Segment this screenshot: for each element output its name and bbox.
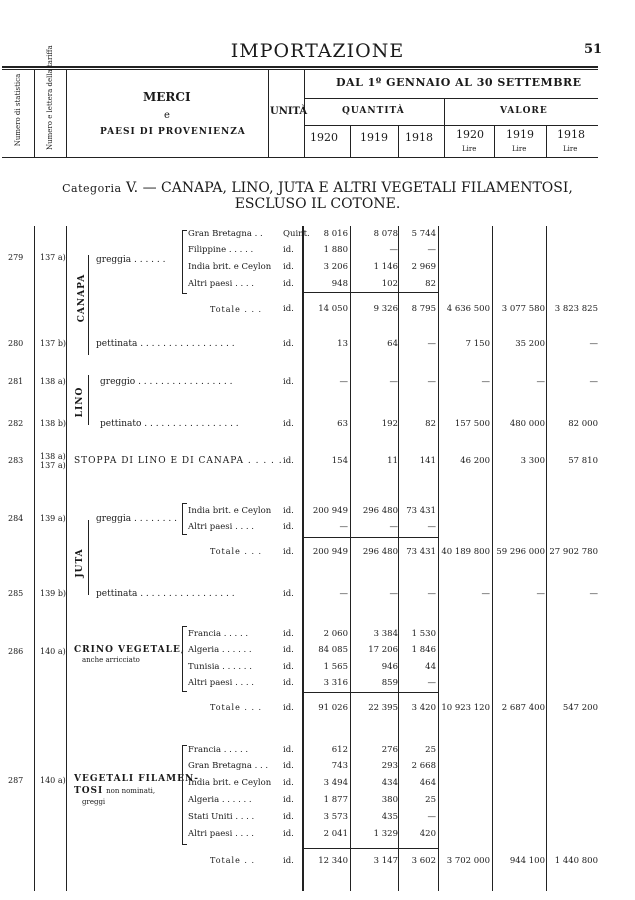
q-1918: 3 420 (411, 703, 436, 713)
q-1919: 380 (381, 795, 398, 805)
brace (182, 230, 187, 294)
year-header: 1920 (456, 128, 484, 141)
source-country: Altri paesi . . . . (188, 678, 254, 688)
paesi-header: PAESI DI PROVENIENZA (100, 127, 246, 137)
rule-line (350, 226, 351, 891)
v-1918: — (589, 589, 598, 599)
lire-label: Lire (512, 145, 527, 153)
v-1919: 59 296 000 (496, 547, 545, 557)
q-1919: 192 (381, 419, 398, 429)
category-title-line1: Categoria V. — CANAPA, LINO, JUTA E ALTRI VEGETALI FILAMENTOSI, (62, 180, 573, 196)
item-label: greggia . . . . . . (96, 255, 166, 265)
q-1919: 434 (381, 778, 398, 788)
v-1918: 3 823 825 (554, 304, 598, 314)
unit: id. (283, 812, 294, 822)
item-label: STOPPA DI LINO E DI CANAPA . . . . . (74, 456, 283, 466)
group-label-canapa: CANAPA (77, 273, 87, 323)
source-country: India brit. e Ceylon (188, 506, 272, 516)
stat-number: 286 (8, 647, 24, 656)
rule-line (34, 69, 35, 157)
rule-line (304, 125, 598, 126)
q-1920: 948 (331, 279, 348, 289)
v-1918: 82 000 (568, 419, 598, 429)
q-1918: — (427, 339, 436, 349)
unit: id. (283, 629, 294, 639)
group-label-lino: LINO (75, 386, 85, 418)
q-1920: 84 085 (318, 645, 348, 655)
unit: id. (283, 856, 294, 866)
q-1918: 25 (425, 745, 436, 755)
group-brace (88, 375, 89, 425)
q-1920: 13 (337, 339, 348, 349)
v-1920: — (481, 377, 490, 387)
q-1920: 3 494 (323, 778, 348, 788)
col-stat-header: Numero di statistica (14, 73, 22, 147)
v-1919: 3 077 580 (501, 304, 545, 314)
q-1920: 14 050 (318, 304, 348, 314)
source-country: Francia . . . . . (188, 629, 249, 639)
q-1920: 12 340 (318, 856, 348, 866)
q-1920: — (339, 522, 348, 532)
v-1920: — (481, 589, 490, 599)
unit: id. (283, 262, 294, 272)
item-sublabel: greggi (82, 798, 106, 806)
v-1920: 3 702 000 (446, 856, 490, 866)
v-1920: 4 636 500 (446, 304, 490, 314)
v-1920: 40 189 800 (441, 547, 490, 557)
v-1920: 10 923 120 (441, 703, 490, 713)
rule-line (302, 292, 438, 293)
v-1918: 1 440 800 (554, 856, 598, 866)
rule-line (2, 66, 598, 68)
v-1919: 480 000 (509, 419, 545, 429)
unit: id. (283, 377, 294, 387)
unit: id. (283, 778, 294, 788)
v-1919: 944 100 (509, 856, 545, 866)
q-1918: 73 431 (406, 506, 436, 516)
q-1919: 17 206 (368, 645, 398, 655)
rule-line (546, 125, 547, 157)
lire-label: Lire (563, 145, 578, 153)
rule-line (438, 226, 439, 891)
v-1919: 35 200 (515, 339, 545, 349)
brace (182, 503, 187, 535)
q-1919: 64 (387, 339, 398, 349)
q-1920: 1 880 (323, 245, 348, 255)
q-1918: 464 (419, 778, 436, 788)
rule-line (34, 226, 35, 891)
q-1920: 8 016 (323, 229, 348, 239)
stat-number: 279 (8, 253, 24, 262)
unit: id. (283, 745, 294, 755)
q-1919: 859 (381, 678, 398, 688)
unit: id. (283, 678, 294, 688)
unit: id. (283, 279, 294, 289)
item-label: pettinato . . . . . . . . . . . . . . . . . (100, 419, 239, 429)
q-1920: 1 877 (323, 795, 348, 805)
q-1920: 63 (337, 419, 348, 429)
q-1918: 5 744 (411, 229, 436, 239)
q-1918: 141 (419, 456, 436, 466)
v-1920: 46 200 (460, 456, 490, 466)
v-1918: 547 200 (562, 703, 598, 713)
q-1919: 276 (381, 745, 398, 755)
source-country: Gran Bretagna . . (188, 229, 263, 239)
v-1919: 2 687 400 (501, 703, 545, 713)
tariff-number: 140 a) (40, 647, 66, 656)
q-1919: 11 (387, 456, 398, 466)
q-1919: — (389, 589, 398, 599)
q-1920: 3 206 (323, 262, 348, 272)
q-1918: 3 602 (411, 856, 436, 866)
stat-number: 283 (8, 456, 24, 465)
q-1920: 91 026 (318, 703, 348, 713)
valore-header: VALORE (500, 106, 548, 116)
source-country: Stati Uniti . . . . (188, 812, 255, 822)
rule-line (302, 692, 438, 693)
q-1919: — (389, 377, 398, 387)
q-1920: 2 041 (323, 829, 348, 839)
tariff-number: 139 b) (40, 589, 67, 598)
total-label: Totale . . . (210, 547, 263, 556)
rule-line (302, 537, 438, 538)
unit: id. (283, 419, 294, 429)
q-1919: 293 (381, 761, 398, 771)
tariff-number: 137 a) (40, 461, 66, 470)
unit: id. (283, 645, 294, 655)
year-header: 1918 (557, 128, 585, 141)
q-1918: — (427, 678, 436, 688)
unit: id. (283, 795, 294, 805)
q-1919: 22 395 (368, 703, 398, 713)
v-1918: — (589, 377, 598, 387)
q-1919: 296 480 (362, 547, 398, 557)
unit: id. (283, 703, 294, 713)
q-1918: 73 431 (406, 547, 436, 557)
source-country: Altri paesi . . . . (188, 279, 254, 289)
q-1919: — (389, 522, 398, 532)
total-label: Totale . . . (210, 703, 263, 712)
source-country: Gran Bretagna . . . (188, 761, 269, 771)
v-1920: 7 150 (465, 339, 490, 349)
v-1919: — (536, 377, 545, 387)
q-1919: 946 (381, 662, 398, 672)
q-1920: 154 (331, 456, 348, 466)
q-1918: — (427, 522, 436, 532)
total-label: Totale . . . (210, 305, 263, 314)
source-country: Algeria . . . . . . (188, 795, 252, 805)
q-1919: 435 (381, 812, 398, 822)
group-label-juta: JUTA (75, 548, 85, 578)
year-header: 1919 (360, 131, 388, 144)
q-1918: — (427, 589, 436, 599)
q-1918: 2 668 (411, 761, 436, 771)
v-1919: — (536, 589, 545, 599)
q-1919: 3 147 (373, 856, 398, 866)
tariff-number: 138 b) (40, 419, 67, 428)
q-1918: 2 969 (411, 262, 436, 272)
q-1920: 743 (331, 761, 348, 771)
stat-number: 285 (8, 589, 24, 598)
q-1920: 2 060 (323, 629, 348, 639)
source-country: Francia . . . . . (188, 745, 249, 755)
source-country: India brit. e Ceylon (188, 778, 272, 788)
category-title-line2: ESCLUSO IL COTONE. (234, 196, 401, 212)
q-1918: 82 (425, 279, 436, 289)
q-1920: 200 949 (312, 506, 348, 516)
tariff-number: 137 b) (40, 339, 67, 348)
page-title: IMPORTAZIONE (230, 40, 405, 62)
stat-number: 287 (8, 776, 24, 785)
q-1918: 82 (425, 419, 436, 429)
item-sublabel: anche arricciato (82, 656, 140, 664)
source-country: Tunisia . . . . . . (188, 662, 252, 672)
q-1918: — (427, 812, 436, 822)
source-country: Altri paesi . . . . (188, 522, 254, 532)
q-1920: 200 949 (312, 547, 348, 557)
item-label: pettinata . . . . . . . . . . . . . . . . . (96, 339, 235, 349)
quantita-header: QUANTITÀ (342, 106, 405, 116)
unit: id. (283, 547, 294, 557)
q-1920: — (339, 589, 348, 599)
total-label: Totale . . (210, 856, 255, 865)
q-1919: 102 (381, 279, 398, 289)
q-1918: 420 (419, 829, 436, 839)
rule-line (268, 69, 269, 157)
q-1918: — (427, 245, 436, 255)
unit: id. (283, 662, 294, 672)
source-country: Algeria . . . . . . (188, 645, 252, 655)
q-1918: 1 846 (411, 645, 436, 655)
lire-label: Lire (462, 145, 477, 153)
period-header: DAL 1º GENNAIO AL 30 SETTEMBRE (336, 76, 582, 89)
q-1918: 44 (425, 662, 436, 672)
v-1918: — (589, 339, 598, 349)
rule-line (2, 157, 598, 158)
q-1918: — (427, 377, 436, 387)
item-label-cont: TOSI non nominati, (74, 786, 156, 796)
unit: id. (283, 829, 294, 839)
group-brace (88, 255, 89, 355)
q-1919: 1 329 (373, 829, 398, 839)
item-label: greggia . . . . . . . . (96, 514, 177, 524)
q-1919: 1 146 (373, 262, 398, 272)
unit: Quint. (283, 229, 310, 239)
rule-line (2, 69, 598, 70)
col-tariff-header: Numero e lettera della tariffa (46, 45, 54, 150)
rule-line (398, 125, 399, 157)
q-1919: 296 480 (362, 506, 398, 516)
q-1919: 9 326 (373, 304, 398, 314)
unit: id. (283, 245, 294, 255)
stat-number: 281 (8, 377, 24, 386)
tariff-number: 138 a) (40, 377, 66, 386)
e-header: e (164, 110, 170, 121)
rule-line (492, 226, 493, 891)
year-header: 1918 (405, 131, 433, 144)
unit: id. (283, 456, 294, 466)
brace (182, 626, 187, 692)
rule-line (302, 226, 304, 891)
unit: id. (283, 522, 294, 532)
v-1918: 57 810 (568, 456, 598, 466)
group-brace (88, 520, 89, 595)
source-country: Filippine . . . . . (188, 245, 254, 255)
year-header: 1920 (310, 131, 338, 144)
q-1920: 612 (331, 745, 348, 755)
q-1919: 8 078 (373, 229, 398, 239)
q-1920: 3 316 (323, 678, 348, 688)
v-1920: 157 500 (454, 419, 490, 429)
item-label: pettinata . . . . . . . . . . . . . . . . . (96, 589, 235, 599)
unit: id. (283, 506, 294, 516)
stat-number: 282 (8, 419, 24, 428)
q-1920: 1 565 (323, 662, 348, 672)
q-1918: 1 530 (411, 629, 436, 639)
rule-line (66, 226, 67, 891)
tariff-number: 140 a) (40, 776, 66, 785)
merci-header: MERCI (143, 90, 191, 104)
rule-line (546, 226, 547, 891)
tariff-number: 137 a) (40, 253, 66, 262)
brace (182, 745, 187, 845)
rule-line (494, 125, 495, 157)
tariff-number: 139 a) (40, 514, 66, 523)
unit: id. (283, 304, 294, 314)
source-country: Altri paesi . . . . (188, 829, 254, 839)
unit: id. (283, 339, 294, 349)
stat-number: 280 (8, 339, 24, 348)
q-1918: 25 (425, 795, 436, 805)
q-1920: 3 573 (323, 812, 348, 822)
q-1918: 8 795 (411, 304, 436, 314)
page-number: 51 (584, 42, 603, 57)
year-header: 1919 (506, 128, 534, 141)
item-label: VEGETALI FILAMEN- (74, 774, 199, 784)
v-1918: 27 902 780 (549, 547, 598, 557)
v-1919: 3 300 (520, 456, 545, 466)
rule-line (302, 848, 438, 849)
rule-line (444, 98, 445, 157)
rule-line (398, 226, 399, 891)
rule-line (350, 125, 351, 157)
rule-line (66, 69, 67, 157)
tariff-number: 138 a) (40, 452, 66, 461)
q-1920: — (339, 377, 348, 387)
item-label: CRINO VEGETALE, (74, 645, 185, 655)
stat-number: 284 (8, 514, 24, 523)
item-label: greggio . . . . . . . . . . . . . . . . . (100, 377, 233, 387)
unit: id. (283, 589, 294, 599)
unit: id. (283, 761, 294, 771)
q-1919: 3 384 (373, 629, 398, 639)
q-1919: — (389, 245, 398, 255)
unita-header: UNITÀ (270, 106, 308, 117)
source-country: India brit. e Ceylon (188, 262, 272, 272)
rule-line (304, 98, 598, 99)
